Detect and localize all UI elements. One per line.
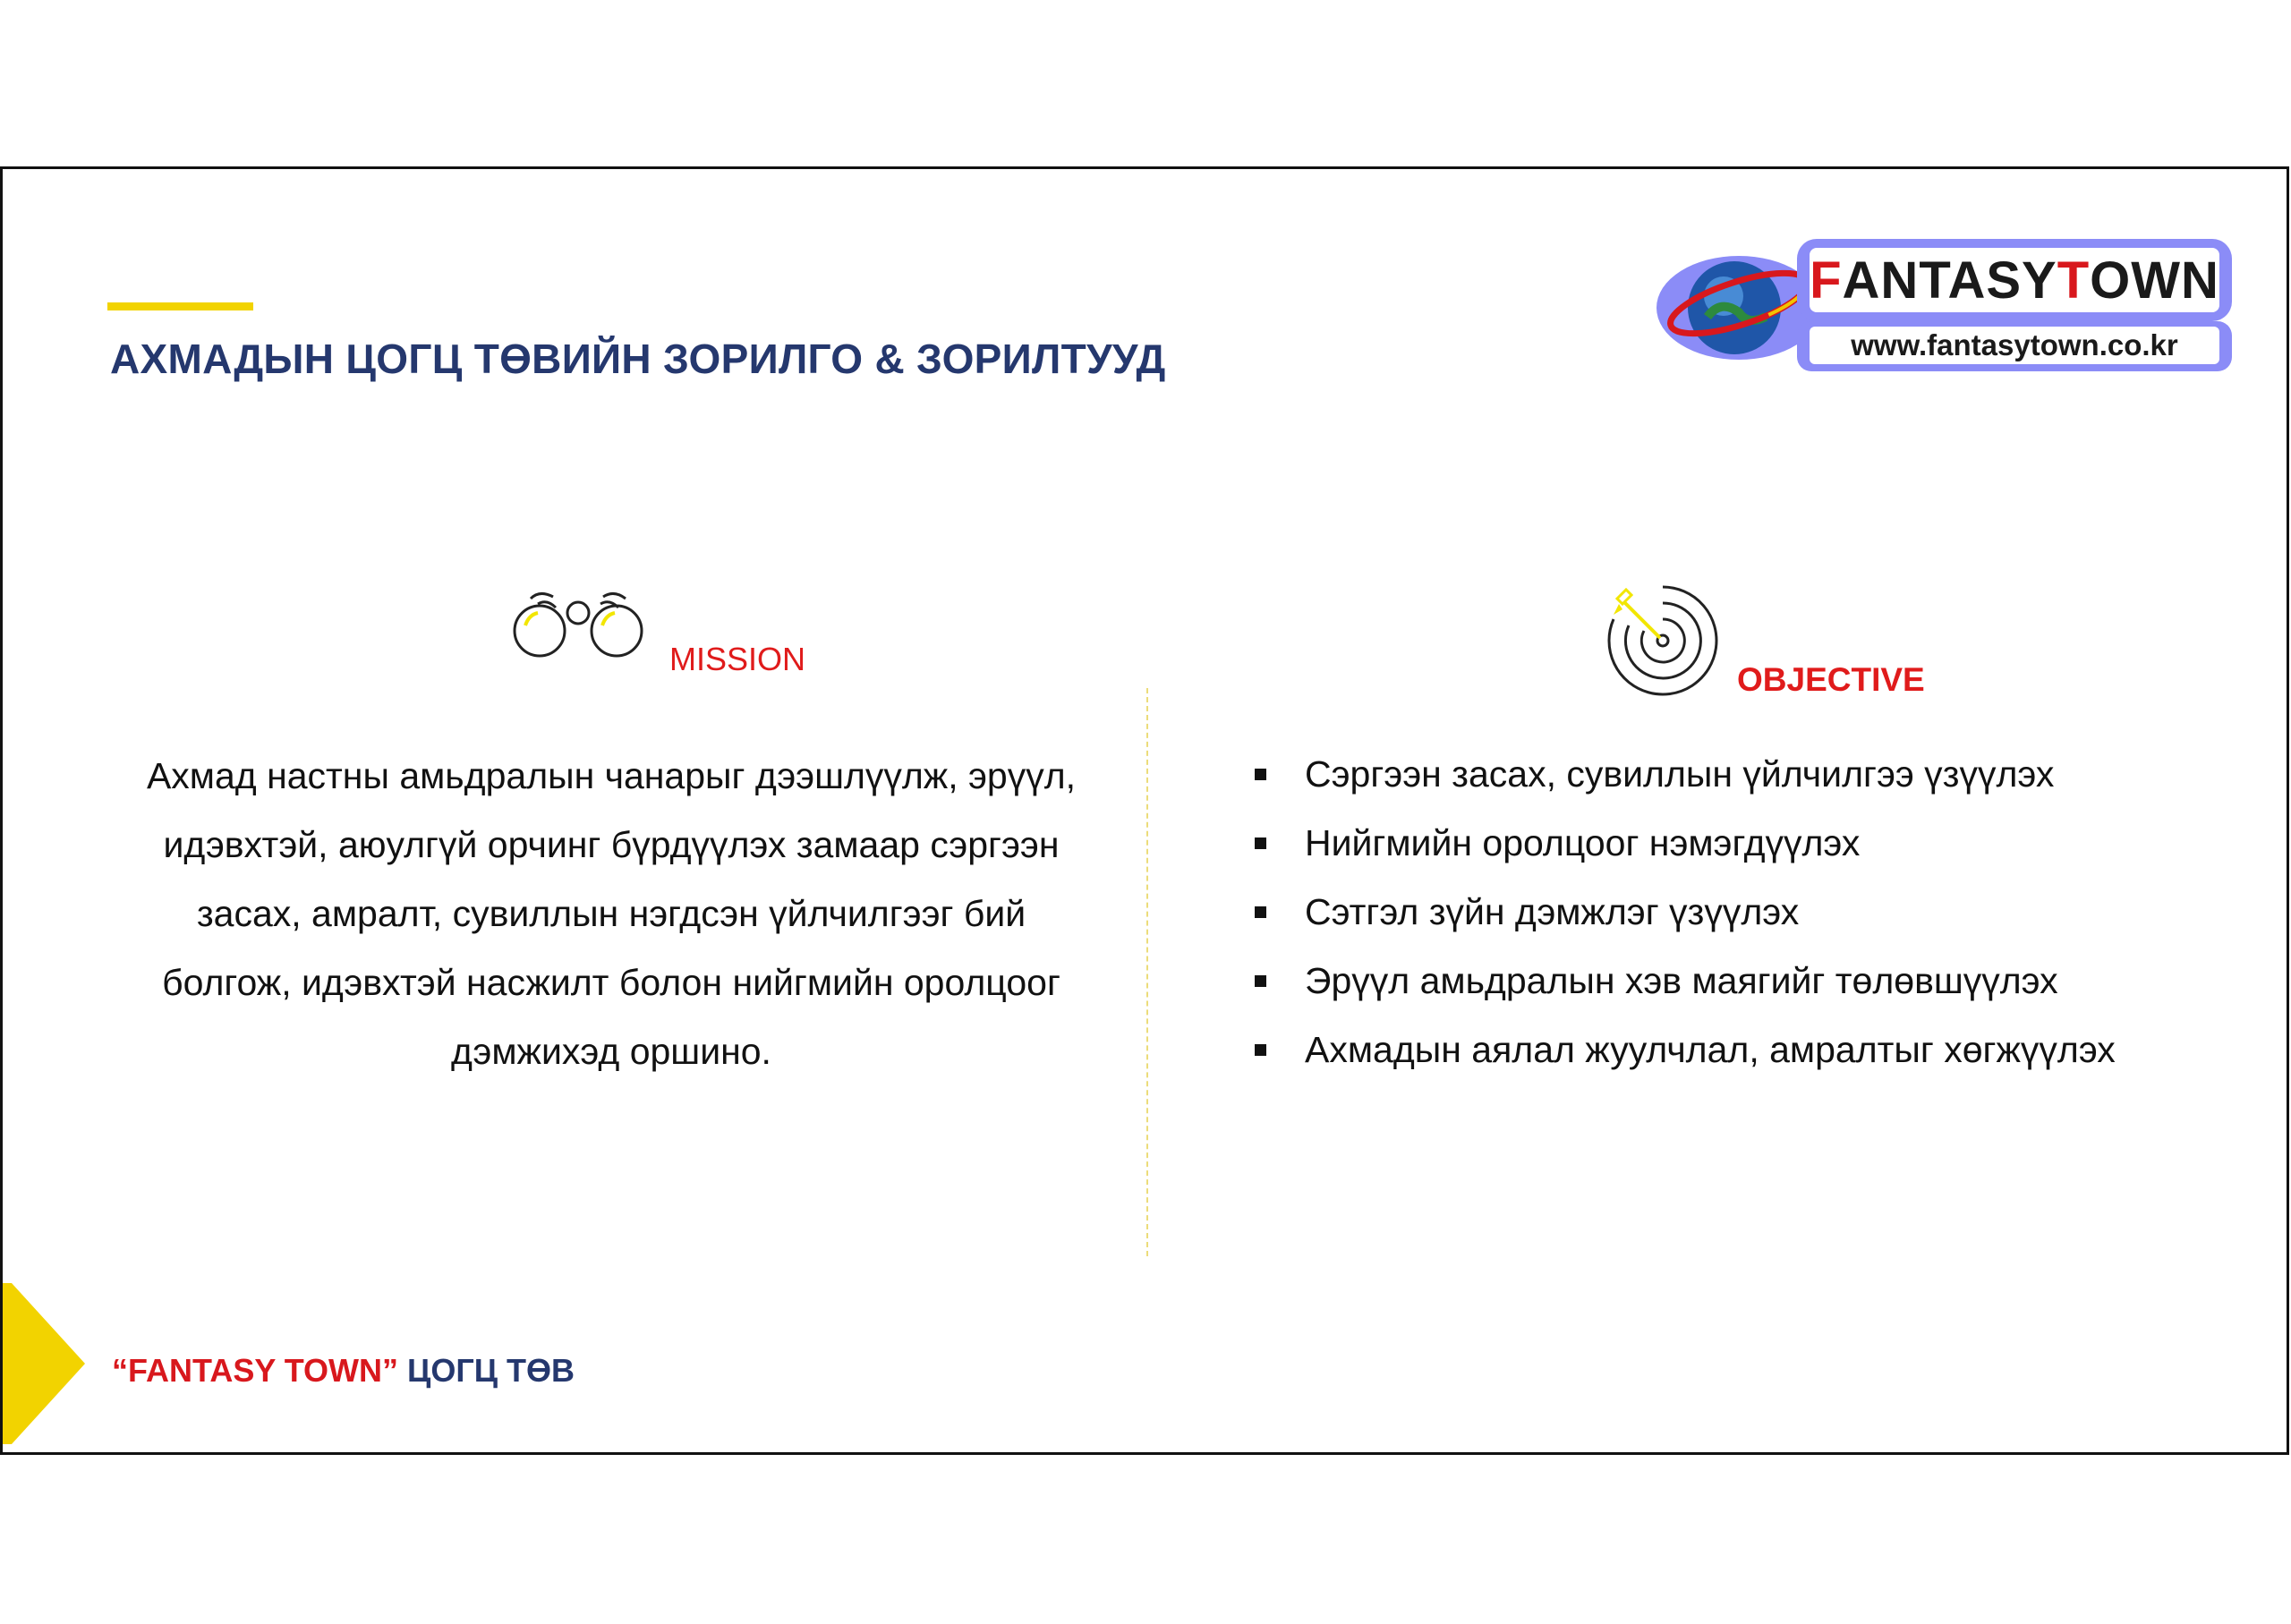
objective-list <box>1251 740 2116 1084</box>
column-divider <box>1146 688 1148 1256</box>
corner-arrow-shape <box>3 1283 92 1453</box>
target-icon <box>1605 582 1721 699</box>
bullet-icon <box>1255 769 1266 780</box>
mission-statement: Ахмад настны амьдралын чанарыг дээшлүүлж, эрүүл, идэвхтэй, аюулгүй орчинг бүрдүүлэх замаар сэргээн засах, амралт, сувиллын нэгдсэн үйлчилгээг бий болгож, идэвхтэй насжилт болон нийгмийн оролцоог дэмжихэд оршино. <box>146 755 1077 1072</box>
fantasytown-logo <box>1654 232 2236 375</box>
logo-url: www.fantasytown.co.kr <box>1797 321 2232 371</box>
bullet-icon <box>1255 975 1266 987</box>
bullet-icon <box>1255 906 1266 918</box>
bullet-icon <box>1255 1044 1266 1056</box>
objective-item: Сэтгэл зүйн дэмжлэг үзүүлэх <box>1251 878 2116 947</box>
binoculars-icon <box>511 586 645 667</box>
objective-label: OBJECTIVE <box>1737 661 1925 698</box>
objective-item: Эрүүл амьдралын хэв маягийг төлөвшүүлэх <box>1251 947 2116 1016</box>
slide <box>0 166 2289 1455</box>
mission-label: MISSION <box>669 641 806 677</box>
logo-wordmark: F ANTASY T OWN <box>1797 239 2232 321</box>
page-title: АХМАДЫН ЦОГЦ ТӨВИЙН ЗОРИЛГО & ЗОРИЛТУУД <box>110 336 1166 382</box>
objective-item: Ахмадын аялал жуулчлал, амралтыг хөгжүүлэх <box>1251 1016 2116 1084</box>
objective-item: Нийгмийн оролцоог нэмэгдүүлэх <box>1251 809 2116 878</box>
objective-item: Сэргээн засах, сувиллын үйлчилгээ үзүүлэх <box>1251 740 2116 809</box>
title-accent-bar <box>107 302 253 310</box>
footer-brand: “FANTASY TOWN” ЦОГЦ ТӨВ <box>112 1352 575 1389</box>
bullet-icon <box>1255 838 1266 849</box>
